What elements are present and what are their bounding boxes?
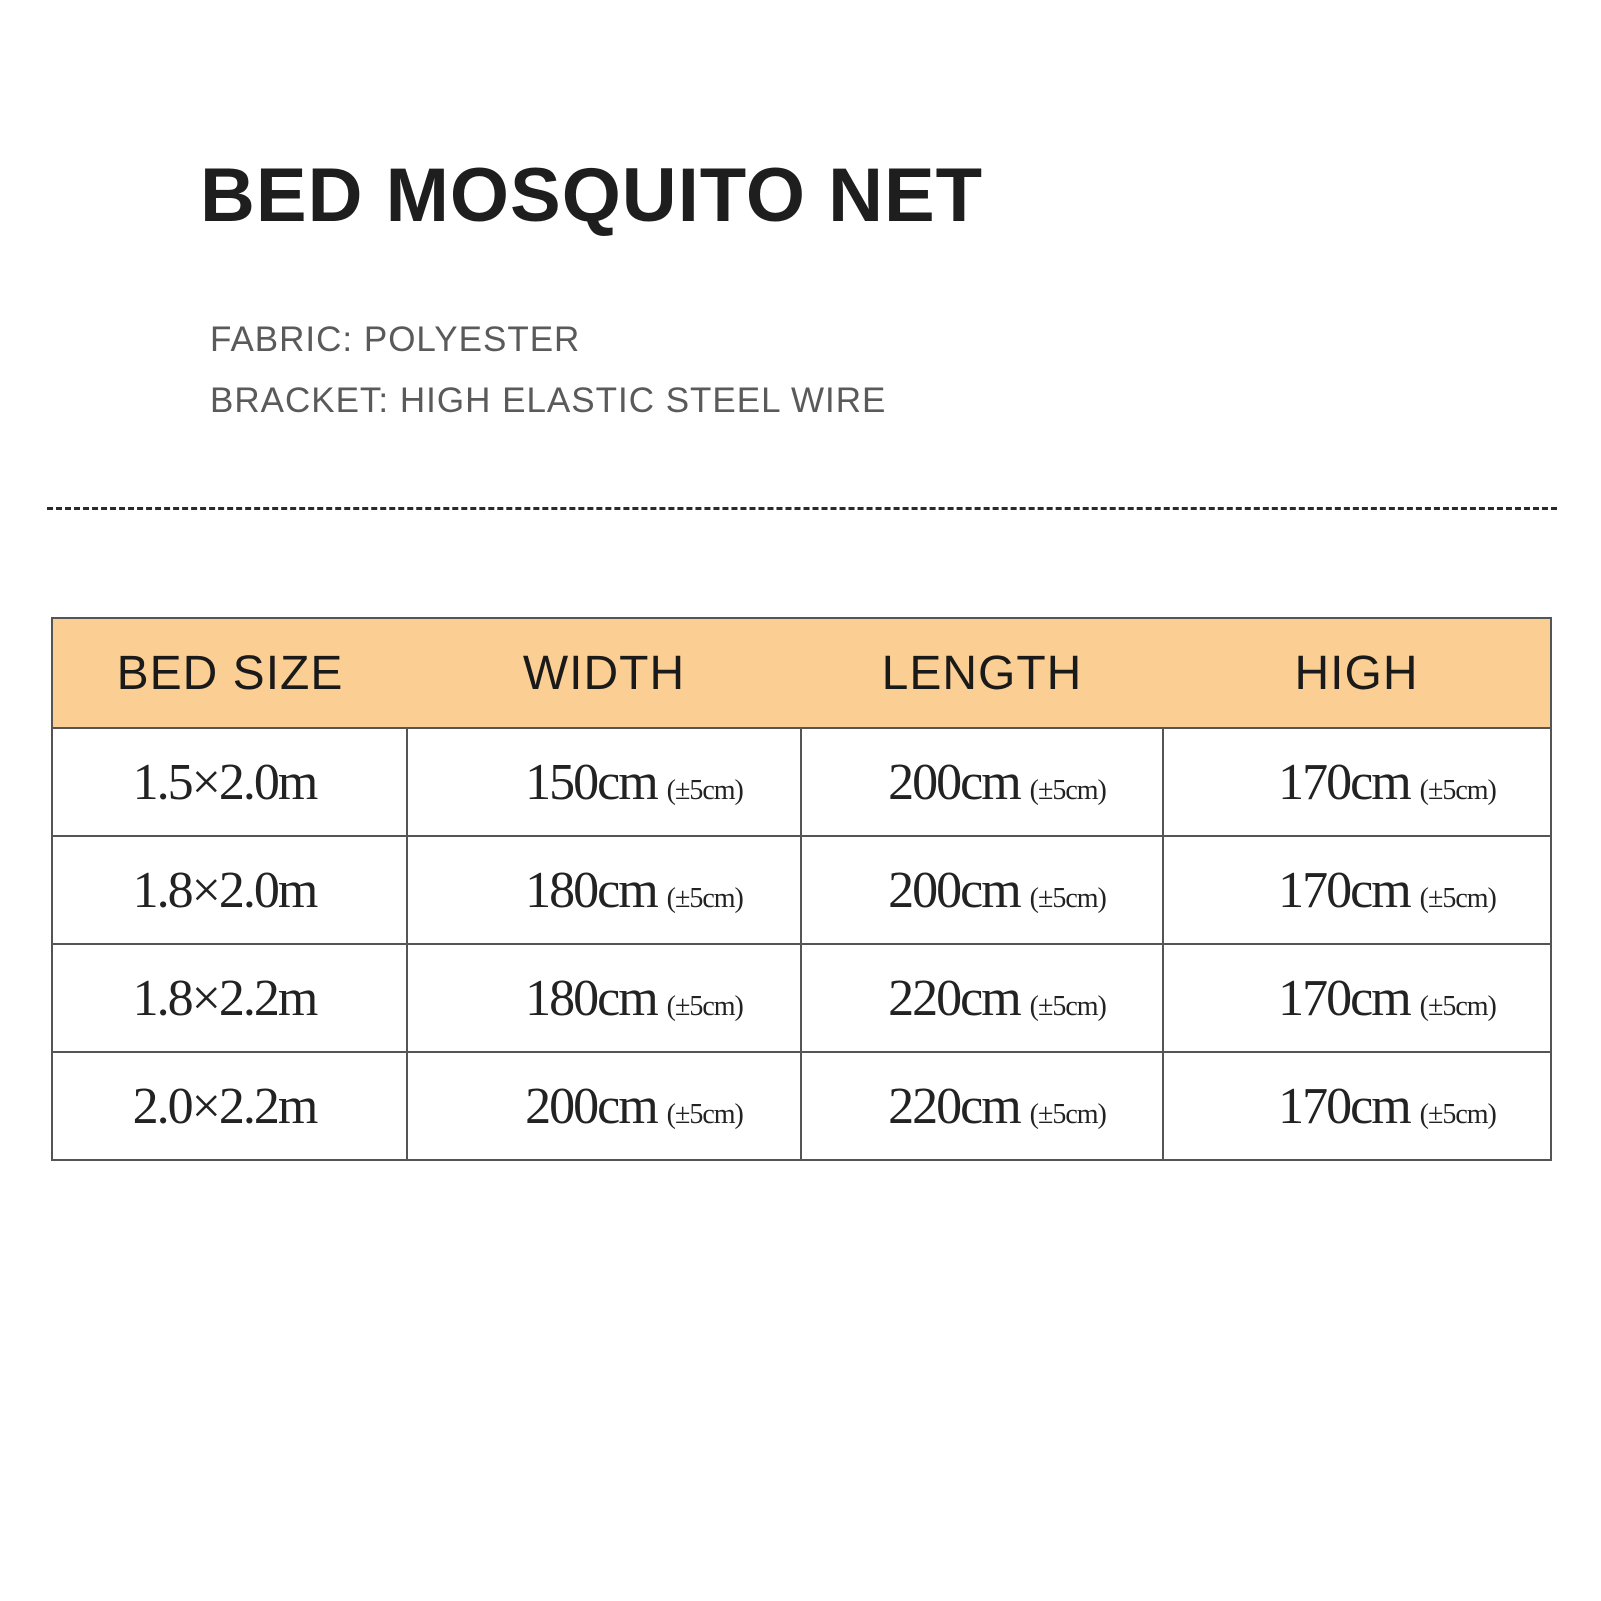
cell-value: 180cm xyxy=(525,861,657,919)
cell-high xyxy=(1163,944,1551,1052)
table-row xyxy=(52,944,1551,1052)
cell-high xyxy=(1163,1052,1551,1160)
cell-value: 200cm xyxy=(888,753,1020,811)
tolerance-label: (±5cm) xyxy=(666,774,743,806)
cell-bed-size: 1.8×2.2m xyxy=(52,944,407,1052)
cell-value: 220cm xyxy=(888,1077,1020,1135)
tolerance-label: (±5cm) xyxy=(1419,882,1496,914)
cell-width xyxy=(407,1052,801,1160)
size-table xyxy=(51,617,1552,1161)
cell-value: 170cm xyxy=(1278,1077,1410,1135)
tolerance-label: (±5cm) xyxy=(666,882,743,914)
cell-value: 170cm xyxy=(1278,753,1410,811)
cell-width xyxy=(407,944,801,1052)
table-row xyxy=(52,836,1551,944)
cell-high xyxy=(1163,728,1551,836)
table-row xyxy=(52,1052,1551,1160)
cell-value: 200cm xyxy=(888,861,1020,919)
tolerance-label: (±5cm) xyxy=(1029,990,1106,1022)
cell-width xyxy=(407,728,801,836)
table-row xyxy=(52,728,1551,836)
cell-width xyxy=(407,836,801,944)
cell-value: 170cm xyxy=(1278,861,1410,919)
cell-length xyxy=(801,1052,1163,1160)
fabric-spec: FABRIC: POLYESTER xyxy=(210,320,581,359)
cell-value: 150cm xyxy=(525,753,657,811)
tolerance-label: (±5cm) xyxy=(1419,774,1496,806)
header-width: WIDTH xyxy=(407,618,801,728)
tolerance-label: (±5cm) xyxy=(1419,990,1496,1022)
header-length: LENGTH xyxy=(801,618,1163,728)
cell-length xyxy=(801,728,1163,836)
bracket-spec: BRACKET: HIGH ELASTIC STEEL WIRE xyxy=(210,381,887,420)
cell-value: 220cm xyxy=(888,969,1020,1027)
tolerance-label: (±5cm) xyxy=(1029,1098,1106,1130)
cell-length xyxy=(801,836,1163,944)
cell-bed-size: 2.0×2.2m xyxy=(52,1052,407,1160)
tolerance-label: (±5cm) xyxy=(666,1098,743,1130)
cell-length xyxy=(801,944,1163,1052)
page-title: BED MOSQUITO NET xyxy=(200,153,984,238)
cell-value: 200cm xyxy=(525,1077,657,1135)
tolerance-label: (±5cm) xyxy=(1029,882,1106,914)
header-high: HIGH xyxy=(1163,618,1551,728)
header-bed-size: BED SIZE xyxy=(52,618,407,728)
cell-value: 170cm xyxy=(1278,969,1410,1027)
cell-high xyxy=(1163,836,1551,944)
cell-bed-size: 1.8×2.0m xyxy=(52,836,407,944)
table-header-row xyxy=(52,618,1551,728)
tolerance-label: (±5cm) xyxy=(1029,774,1106,806)
tolerance-label: (±5cm) xyxy=(666,990,743,1022)
tolerance-label: (±5cm) xyxy=(1419,1098,1496,1130)
dashed-divider xyxy=(47,507,1557,510)
cell-bed-size: 1.5×2.0m xyxy=(52,728,407,836)
cell-value: 180cm xyxy=(525,969,657,1027)
